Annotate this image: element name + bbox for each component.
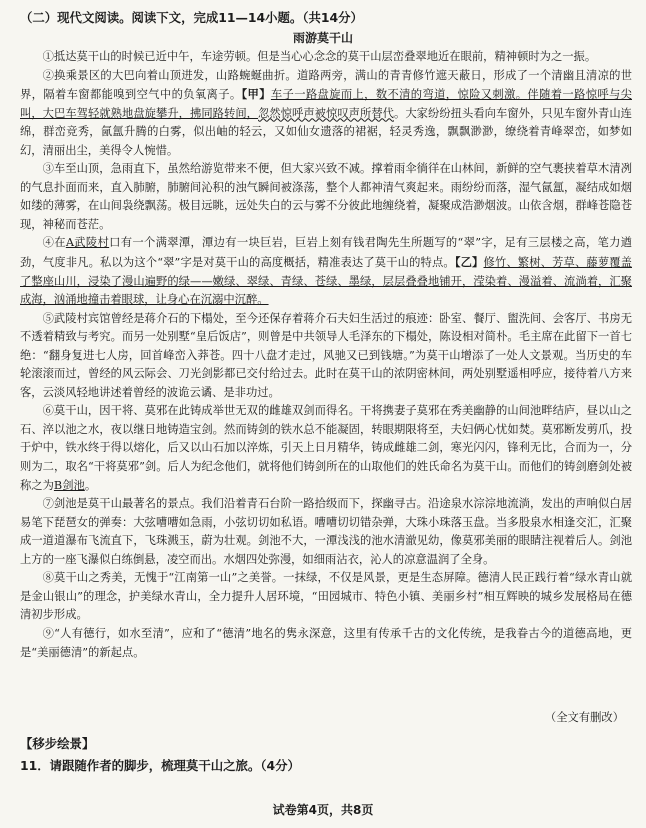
paragraph-8: ⑧莫干山之秀美，无愧于“江南第一山”之美誉。一抹绿，不仅是风景，更是生态屏障。德清人民正践行着“绿水青山就是金山银山”的理念，护美绿水青山，全力提升人居环境，“田园城市、特色小镇、美丽乡村”相互辉映的城乡发展格局在德清初步形成。 <box>20 571 632 622</box>
paragraph-9: ⑨“人有德行，如水至清”，应和了“德清”地名的隽永深意，这里有传承千古的文化传统，是我眷古今的道德高地，更是“美丽德清”的新起点。 <box>20 626 632 659</box>
article-title: 雨游莫干山 <box>292 31 353 45</box>
article-body <box>20 48 632 662</box>
wavy-underlined-phrase: 忽然惊呼声被惊叹声所替代 <box>258 106 394 120</box>
paragraph-4-text-a: ④在 <box>42 236 66 250</box>
paragraph-6-text-a: ⑥莫干山，因干将、莫邪在此铸成举世无双的雌雄双剑而得名。干将携妻子莫邪在秀美幽静的山间池畔结庐，昼以山之石、淬以池之水，夜以继日地铸造宝剑。然而铸剑的铁水总不能凝固，转眼期限将至，夫妇俩心忧如焚。莫邪断发剪爪，投于炉中，铁水终于得以熔化，后又以山石加以淬炼，引天上日月精华，铸成雌雄二剑，寒光闪闪，锋利无比，合而为一，分则为二，取名“干将莫邪”剑。后人为纪念他们，就将他们铸剑所在的山取他们的姓氏命名为莫干山。而他们的铸剑磨剑处被称之为 <box>20 404 632 492</box>
paragraph-2 <box>20 67 632 161</box>
place-label-a: A武陵村 <box>65 236 110 250</box>
underlined-sentence-yi: 修竹、繁树、芳草、藤萝覆盖了整座山川，浸染了漫山遍野的绿——嫩绿、翠绿、青绿、苍绿、墨绿，层层叠叠地铺开，滢染着、漫溢着、流淌着，汇聚成海，汹涌地撞击着眼球，让身心在沉溺中沉醉。 <box>20 256 632 307</box>
paragraph-4 <box>20 234 632 309</box>
paragraph-2-text-e: 。大家纷纷扭头看向车窗外，只见车窗外青山连绵，群峦竞秀，氤氲升腾的白雾，似出岫的轻云，又如仙女遗落的裙裾，轻灵秀逸，飘飘渺渺，缭绕着青峰翠峦，如梦如幻，清丽出尘，美得令人惋惜。 <box>20 106 632 157</box>
marker-jia: 【甲】 <box>241 87 271 102</box>
marker-yi: 【乙】 <box>454 255 484 270</box>
paragraph-7: ⑦剑池是莫干山最著名的景点。我们沿着青石台阶一路拾级而下，探幽寻古。沿途泉水淙淙地流淌，发出的声响似白居易笔下琵琶女的弹奏：大弦嘈嘈如急雨，小弦切切如私语。嘈嘈切切错杂弹，大珠小珠落玉盘。当多股泉水相逢交汇，汇聚成一道道瀑布飞流直下，飞珠溅玉，蔚为壮观。剑池不大，一潭浅浅的池水清澈见幼，像莫邪美丽的眼睛注视着后人。剑池上方的一座飞瀑似白练倒悬，凌空而出。水烟四处弥漫，如细雨沾衣，沁人的凉意温润了全身。 <box>20 497 632 566</box>
paragraph-6-text-b: 。 <box>84 478 97 492</box>
paragraph-5: ⑤武陵村宾馆曾经是蒋介石的下榻处，至今还保存着蒋介石夫妇生活过的痕迹：卧室、餐厅、盥洗间、会客厅、书房无不透着精致与考究。而另一处别墅“皇后饭店”，则曾是中共领导人毛泽东的下榻处，陈设相对简朴。毛主席在此留下一首七绝：“翻身复进七人房，回首峰峦入莽苍。四十八盘才走过，风驰又已到钱塘。”为莫干山增添了一处人文景观。当历史的车轮滚滚而过，曾经的风云际会、刀光剑影都已交付给过去。此时在莫干山的浓阴密林间，两处别墅遥相呼应，接待着八方来客，云淡风轻地讲述着曾经的波诡云谲、是非功过。 <box>20 311 632 399</box>
source-note: （全文有删改） <box>544 711 624 724</box>
underlined-sentence-jia-continued: 伴随着一路惊呼与尖叫，大巴车驾轻就熟地盘旋攀升，拂同路转间， <box>20 88 632 120</box>
paragraph-4-text-b: 口有一个满翠潭，潭边有一块巨岩，巨岩上刻有钱君陶先生所题写的“翠”字，足有三层楼之高，笔力遒劲，气度非凡。私以为这个“翠”字是对莫干山的高度概括，精准表达了莫干山的特点。 <box>20 236 632 270</box>
paragraph-3: ③车至山顶，急雨直下，虽然给游览带来不便，但大家兴致不减。撑着雨伞徜徉在山林间，新鲜的空气裹挟着草木清冽的气息扑面而来，直入肺腑，肺腑间沁积的浊气瞬间被涤荡，整个人都神清气爽起来。雨纷纷而落，湿气氤氲，凝结成如烟如缕的薄雾，在山间袅绕飘荡。极目远眺，远处失白的云与雾不分彼此地缠绕着，凝聚成浩渺烟波。山依含烟，群峰苍隐苍现，神秘而苍茫。 <box>20 162 632 231</box>
section-label: 【移步绘景】 <box>20 736 95 751</box>
section-header: （二）现代文阅读。阅读下文，完成11—14小题。（共14分） <box>20 10 363 25</box>
paragraph-2-text-a: ②换乘景区的大巴向着山顶进发，山路蜿蜒曲折。道路两旁，满山的青青修竹遮天蔽日，形成了一个清幽且清凉的世界，隔着车窗都能嗅到空气中的负氧离子。 <box>20 68 632 102</box>
question-11: 11．请跟随作者的脚步，梳理莫干山之旅。（4分） <box>20 758 300 773</box>
page-footer: 试卷第4页，共8页 <box>272 803 374 817</box>
underlined-sentence-jia: 车子一路盘旋而上，数不清的弯道，惊险又刺激。 <box>270 88 528 102</box>
place-label-b: B剑池 <box>53 478 85 492</box>
paragraph-1: ①抵达莫干山的时候已近中午，车途劳顿。但是当心心念念的莫干山层峦叠翠地近在眼前，精神顿时为之一振。 <box>42 50 597 63</box>
paragraph-6 <box>20 402 632 495</box>
